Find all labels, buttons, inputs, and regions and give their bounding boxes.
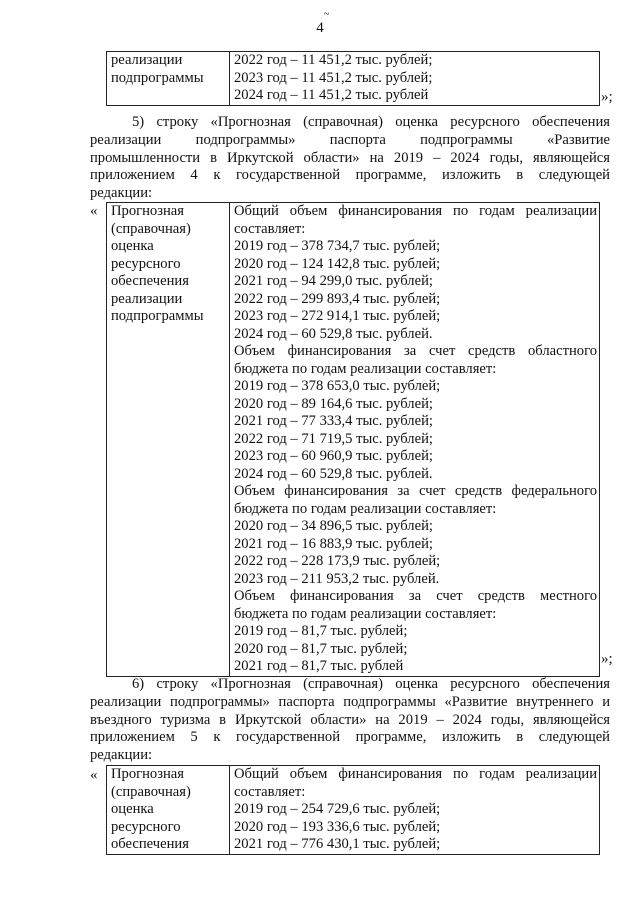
table-right-line: бюджета по годам реализации составляет: (234, 605, 497, 622)
table-right-line: Общий объем финансирования по годам реализации (234, 203, 597, 219)
table-left-line: обеспечения (111, 836, 189, 852)
paragraph-6 (90, 676, 610, 765)
paragraph-line: реализации подпрограммы» паспорта подпрограммы «Развитие (90, 131, 610, 148)
table-right-line: 2021 год – 81,7 тыс. рублей (234, 658, 404, 674)
table-right-line: составляет: (234, 783, 306, 800)
table-forecast-tourism (106, 765, 600, 855)
table-left-line: Прогнозная (111, 766, 184, 782)
table-left-cell (107, 766, 230, 855)
table-left-line: реализации (111, 290, 183, 307)
closing-quote: »; (601, 651, 613, 667)
table-right-line: 2021 год – 16 883,9 тыс. рублей; (234, 535, 433, 552)
table-right-line: 2021 год – 77 333,4 тыс. рублей; (234, 413, 433, 429)
table-right-line: Объем финансирования за счет средств местного (234, 588, 597, 604)
paragraph-line: редакции: (90, 185, 153, 202)
table-forecast-industry (106, 202, 600, 677)
table-right-line: 2023 год – 272 914,1 тыс. рублей; (234, 308, 441, 324)
table-right-line: 2019 год – 378 734,7 тыс. рублей; (234, 238, 441, 254)
table-left-line: ресурсного (111, 255, 181, 272)
table-left-line: обеспечения (111, 273, 189, 289)
table-right-line: 2020 год – 89 164,6 тыс. рублей; (234, 395, 433, 412)
table-right-line: бюджета по годам реализации составляет: (234, 500, 497, 517)
paragraph-line: промышленности в Иркутской области» на 2019 – 2024 годы, являющейся (90, 149, 610, 166)
table-right-line: 2021 год – 776 430,1 тыс. рублей; (234, 836, 441, 852)
table-left-line: подпрограммы (111, 69, 204, 86)
table-right-line: 2024 год – 60 529,8 тыс. рублей. (234, 325, 433, 342)
table-right-line: 2023 год – 60 960,9 тыс. рублей; (234, 448, 433, 464)
table-right-cell (230, 766, 600, 855)
table-right-line: Объем финансирования за счет средств областного (234, 343, 597, 359)
table-left-line: (справочная) (111, 220, 191, 237)
table-left-cell (107, 203, 230, 677)
table-right-line: 2019 год – 378 653,0 тыс. рублей; (234, 378, 441, 394)
table-right-cell (230, 52, 600, 106)
table-right-line: 2020 год – 193 336,6 тыс. рублей; (234, 818, 441, 835)
table-right-line: 2024 год – 60 529,8 тыс. рублей. (234, 465, 433, 482)
table-right-line: составляет: (234, 220, 306, 237)
paragraph-line: въездного туризма в Иркутской области» на 2019 – 2024 годы, являющейся (90, 711, 610, 728)
paragraph-line: 5) строку «Прогнозная (справочная) оценка ресурсного обеспечения (132, 114, 610, 130)
table-right-cell (230, 203, 600, 677)
page-number: 4 (316, 20, 324, 36)
table-left-line: Прогнозная (111, 203, 184, 219)
table-left-line: подпрограммы (111, 308, 204, 324)
table-right-line: 2022 год – 71 719,5 тыс. рублей; (234, 430, 433, 447)
paragraph-line: реализации подпрограммы» паспорта подпрограммы «Развитие внутреннего и (90, 693, 610, 710)
table-right-line: 2022 год – 299 893,4 тыс. рублей; (234, 290, 441, 307)
table-right-line: 2023 год – 11 451,2 тыс. рублей; (234, 69, 433, 86)
table-left-line: оценка (111, 238, 154, 254)
table-right-line: 2020 год – 124 142,8 тыс. рублей; (234, 255, 441, 272)
table-right-line: 2023 год – 211 953,2 тыс. рублей. (234, 570, 440, 587)
table-left-line: ресурсного (111, 818, 181, 835)
table-right-line: 2020 год – 81,7 тыс. рублей; (234, 640, 408, 657)
closing-quote: »; (601, 89, 613, 105)
table-right-line: 2019 год – 254 729,6 тыс. рублей; (234, 801, 441, 817)
table-left-line: реализации (111, 52, 183, 68)
table-left-cell (107, 52, 230, 106)
paragraph-line: 6) строку «Прогнозная (справочная) оценка ресурсного обеспечения (132, 676, 610, 692)
table-right-line: 2020 год – 34 896,5 тыс. рублей; (234, 518, 433, 534)
table-right-line: 2024 год – 11 451,2 тыс. рублей (234, 87, 429, 103)
table-right-line: 2022 год – 11 451,2 тыс. рублей; (234, 52, 433, 68)
table-left-line: оценка (111, 801, 154, 817)
table-right-line: Объем финансирования за счет средств федерального (234, 483, 597, 499)
table-right-line: бюджета по годам реализации составляет: (234, 360, 497, 377)
table-continuation (106, 51, 600, 106)
opening-quote: « (90, 203, 98, 219)
paragraph-line: приложением 4 к государственной программе, изложить в следующей (90, 167, 610, 184)
table-left-line: (справочная) (111, 783, 191, 800)
table-right-line: 2021 год – 94 299,0 тыс. рублей; (234, 273, 433, 289)
paragraph-5 (90, 114, 610, 203)
table-right-line: 2022 год – 228 173,9 тыс. рублей; (234, 553, 441, 569)
paragraph-line: приложением 5 к государственной программе, изложить в следующей (90, 729, 610, 746)
scan-mark: ~ (324, 9, 330, 20)
paragraph-line: редакции: (90, 747, 153, 764)
table-right-line: 2019 год – 81,7 тыс. рублей; (234, 623, 408, 639)
opening-quote: « (90, 767, 98, 783)
table-right-line: Общий объем финансирования по годам реализации (234, 766, 597, 782)
